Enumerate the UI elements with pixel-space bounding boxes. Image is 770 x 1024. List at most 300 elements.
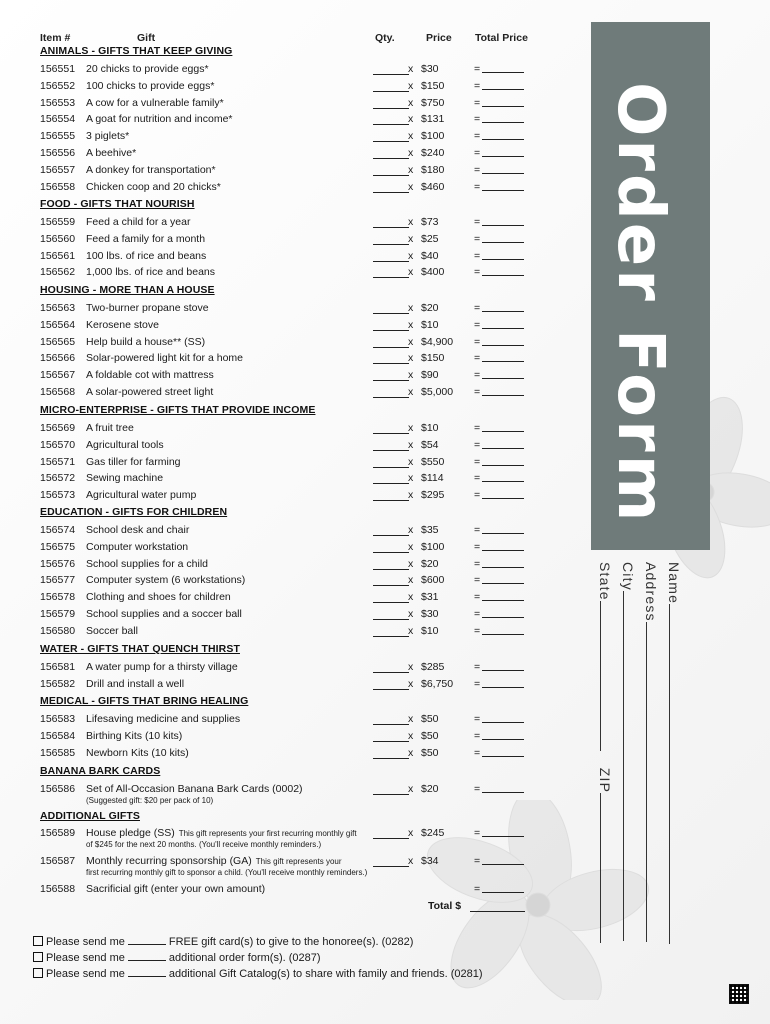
grand-total-input[interactable] bbox=[470, 901, 525, 912]
section-title: BANANA BARK CARDS bbox=[40, 765, 161, 777]
equals-sign: = bbox=[474, 386, 481, 398]
item-price: $10 bbox=[421, 422, 439, 434]
item-note: of $245 for the next 20 months. (You'll receive monthly reminders.) bbox=[86, 840, 322, 849]
item-description bbox=[86, 302, 209, 314]
checkbox[interactable] bbox=[33, 936, 43, 946]
quantity-input[interactable] bbox=[373, 147, 409, 159]
quantity-input[interactable] bbox=[373, 369, 409, 381]
item-number: 156570 bbox=[40, 438, 76, 451]
total-input[interactable] bbox=[482, 319, 524, 329]
total-input[interactable] bbox=[482, 113, 524, 123]
item-number: 156568 bbox=[40, 386, 76, 398]
total-input[interactable] bbox=[482, 422, 524, 432]
total-input[interactable] bbox=[482, 713, 524, 723]
total-input[interactable] bbox=[482, 730, 524, 740]
item-price: $460 bbox=[421, 180, 445, 193]
equals-sign: = bbox=[474, 63, 481, 75]
item-description bbox=[86, 369, 214, 381]
item-description bbox=[86, 472, 163, 484]
item-price: $6,750 bbox=[421, 677, 454, 690]
equals-sign: = bbox=[474, 783, 481, 795]
item-number: 156558 bbox=[40, 180, 76, 193]
item-description bbox=[86, 250, 206, 262]
total-input[interactable] bbox=[482, 80, 524, 90]
quantity-input[interactable] bbox=[373, 574, 409, 586]
item-description bbox=[86, 783, 303, 795]
checkbox[interactable] bbox=[33, 952, 43, 962]
item-number: 156564 bbox=[40, 318, 76, 331]
times-sign: x bbox=[408, 729, 414, 742]
quantity-input[interactable] bbox=[373, 130, 409, 142]
quantity-input[interactable] bbox=[373, 625, 409, 637]
quantity-input[interactable] bbox=[373, 608, 409, 620]
section-title: FOOD - GIFTS THAT NOURISH bbox=[40, 198, 195, 210]
times-sign: x bbox=[408, 113, 414, 126]
times-sign: x bbox=[408, 369, 414, 382]
table-row bbox=[0, 661, 560, 675]
quantity-input[interactable] bbox=[373, 164, 409, 176]
item-number: 156552 bbox=[40, 79, 76, 92]
table-row bbox=[0, 147, 560, 161]
table-row bbox=[0, 574, 560, 588]
total-input[interactable] bbox=[482, 63, 524, 73]
item-number: 156563 bbox=[40, 302, 76, 314]
item-description-text: 100 lbs. of rice and beans bbox=[86, 249, 207, 262]
item-description-text: School desk and chair bbox=[86, 524, 190, 536]
item-description bbox=[86, 352, 243, 364]
item-number: 156576 bbox=[40, 557, 76, 570]
table-row bbox=[0, 678, 560, 692]
item-description-text: Birthing Kits (10 kits) bbox=[86, 729, 183, 742]
table-row bbox=[0, 369, 560, 383]
item-number: 156582 bbox=[40, 677, 76, 690]
quantity-input[interactable] bbox=[373, 422, 409, 434]
total-input[interactable] bbox=[482, 678, 524, 688]
equals-sign: = bbox=[474, 524, 481, 536]
request-gift-cards[interactable]: Please send me FREE gift card(s) to give to the honoree(s). (0282) bbox=[33, 935, 413, 948]
total-input[interactable] bbox=[482, 164, 524, 174]
state-zip-field[interactable] bbox=[597, 562, 613, 943]
checkbox[interactable] bbox=[33, 968, 43, 978]
item-description bbox=[86, 319, 159, 331]
qr-code bbox=[729, 984, 749, 1004]
item-price: $40 bbox=[421, 249, 439, 262]
total-input[interactable] bbox=[482, 147, 524, 157]
table-row bbox=[0, 541, 560, 555]
table-row bbox=[0, 524, 560, 538]
times-sign: x bbox=[408, 624, 414, 637]
item-price: $35 bbox=[421, 524, 439, 536]
zip-label: ZIP bbox=[597, 767, 613, 794]
item-description-text: A goat for nutrition and income* bbox=[86, 113, 233, 126]
equals-sign: = bbox=[474, 163, 481, 176]
table-row bbox=[0, 319, 560, 333]
quantity-input[interactable] bbox=[373, 678, 409, 690]
times-sign: x bbox=[408, 455, 414, 468]
table-row bbox=[0, 164, 560, 178]
times-sign: x bbox=[408, 855, 414, 867]
request-order-forms[interactable]: Please send me additional order form(s). (0287) bbox=[33, 951, 321, 964]
equals-sign: = bbox=[474, 130, 481, 143]
item-number: 156584 bbox=[40, 729, 76, 742]
times-sign: x bbox=[408, 713, 414, 725]
item-price: $240 bbox=[421, 147, 445, 159]
quantity-input[interactable] bbox=[373, 386, 409, 398]
quantity-input[interactable] bbox=[373, 783, 409, 795]
times-sign: x bbox=[408, 489, 414, 502]
item-description bbox=[86, 574, 245, 586]
times-sign: x bbox=[408, 524, 414, 536]
table-row bbox=[0, 730, 560, 744]
city-field[interactable] bbox=[620, 562, 636, 941]
item-number: 156566 bbox=[40, 352, 76, 365]
item-price: $50 bbox=[421, 729, 439, 742]
item-price: $30 bbox=[421, 63, 439, 75]
quantity-input[interactable] bbox=[373, 439, 409, 451]
table-row bbox=[0, 422, 560, 436]
total-input[interactable] bbox=[482, 541, 524, 551]
equals-sign: = bbox=[474, 574, 481, 587]
total-input[interactable] bbox=[482, 456, 524, 466]
item-description-text: 3 piglets* bbox=[86, 130, 130, 143]
item-description-text: Sacrificial gift (enter your own amount) bbox=[86, 883, 266, 895]
quantity-input[interactable] bbox=[373, 489, 409, 501]
table-row bbox=[0, 80, 560, 94]
times-sign: x bbox=[408, 352, 414, 365]
item-description bbox=[86, 608, 242, 620]
quantity-input[interactable] bbox=[373, 302, 409, 314]
item-description bbox=[86, 591, 231, 603]
item-description-text: A donkey for transportation* bbox=[86, 163, 216, 176]
total-input[interactable] bbox=[482, 783, 524, 793]
table-row bbox=[0, 386, 560, 400]
item-description-text: Agricultural water pump bbox=[86, 489, 197, 502]
quantity-input[interactable] bbox=[373, 558, 409, 570]
total-input[interactable] bbox=[482, 558, 524, 568]
quantity-input[interactable] bbox=[373, 661, 409, 673]
item-description-text: Newborn Kits (10 kits) bbox=[86, 746, 189, 759]
item-number: 156586 bbox=[40, 783, 76, 795]
equals-sign: = bbox=[474, 369, 481, 382]
quantity-input[interactable] bbox=[373, 181, 409, 193]
total-input[interactable] bbox=[482, 625, 524, 635]
item-number: 156567 bbox=[40, 369, 76, 382]
table-row bbox=[0, 489, 560, 503]
quantity-input[interactable] bbox=[373, 319, 409, 331]
quantity-input[interactable] bbox=[373, 472, 409, 484]
total-input[interactable] bbox=[482, 439, 524, 449]
item-number: 156587 bbox=[40, 855, 76, 867]
item-description-text: Feed a family for a month bbox=[86, 232, 206, 245]
item-description-text: 20 chicks to provide eggs* bbox=[86, 63, 209, 75]
item-price: $180 bbox=[421, 163, 445, 176]
quantity-input[interactable] bbox=[373, 250, 409, 262]
equals-sign: = bbox=[474, 318, 481, 331]
item-number: 156589 bbox=[40, 827, 76, 839]
times-sign: x bbox=[408, 302, 414, 314]
total-input[interactable] bbox=[482, 266, 524, 276]
total-input[interactable] bbox=[482, 97, 524, 107]
item-number: 156588 bbox=[40, 883, 76, 895]
item-number: 156577 bbox=[40, 574, 76, 587]
total-input[interactable] bbox=[482, 233, 524, 243]
item-description-text: Clothing and shoes for children bbox=[86, 591, 231, 604]
item-description bbox=[86, 439, 164, 451]
item-price: $245 bbox=[421, 827, 445, 839]
header-total-price: Total Price bbox=[475, 32, 528, 44]
total-input[interactable] bbox=[482, 336, 524, 346]
table-row bbox=[0, 625, 560, 639]
quantity-input[interactable] bbox=[373, 827, 409, 839]
table-row bbox=[0, 250, 560, 264]
total-input[interactable] bbox=[482, 574, 524, 584]
name-label: Name bbox=[666, 562, 682, 605]
quantity-input[interactable] bbox=[373, 730, 409, 742]
times-sign: x bbox=[408, 335, 414, 348]
equals-sign: = bbox=[474, 180, 481, 193]
section-title: WATER - GIFTS THAT QUENCH THIRST bbox=[40, 643, 240, 655]
item-number: 156554 bbox=[40, 113, 76, 126]
equals-sign: = bbox=[474, 746, 481, 759]
quantity-input[interactable] bbox=[373, 266, 409, 278]
item-price: $150 bbox=[421, 79, 445, 92]
item-number: 156569 bbox=[40, 422, 76, 434]
quantity-input[interactable] bbox=[373, 216, 409, 228]
item-number: 156575 bbox=[40, 540, 76, 553]
request-gift-catalogs[interactable]: Please send me additional Gift Catalog(s) to share with family and friends. (0281) bbox=[33, 967, 483, 980]
quantity-input[interactable] bbox=[373, 591, 409, 603]
item-description-text: Solar-powered light kit for a home bbox=[86, 352, 243, 365]
times-sign: x bbox=[408, 386, 414, 398]
item-description-text: Feed a child for a year bbox=[86, 216, 191, 228]
quantity-input[interactable] bbox=[373, 336, 409, 348]
equals-sign: = bbox=[474, 422, 481, 434]
address-label: Address bbox=[643, 562, 659, 622]
table-row bbox=[0, 472, 560, 486]
total-input[interactable] bbox=[482, 216, 524, 226]
equals-sign: = bbox=[474, 591, 481, 604]
item-description-text: Soccer ball bbox=[86, 624, 138, 637]
item-price: $600 bbox=[421, 574, 445, 587]
item-number: 156561 bbox=[40, 249, 76, 262]
times-sign: x bbox=[408, 608, 414, 620]
equals-sign: = bbox=[474, 455, 481, 468]
quantity-input[interactable] bbox=[373, 233, 409, 245]
times-sign: x bbox=[408, 96, 414, 109]
item-note: first recurring monthly gift to sponsor a child. (You'll receive monthly reminders.) bbox=[86, 868, 368, 877]
item-description bbox=[86, 558, 208, 570]
equals-sign: = bbox=[474, 729, 481, 742]
item-description bbox=[86, 422, 134, 434]
section-title: MEDICAL - GIFTS THAT BRING HEALING bbox=[40, 695, 249, 707]
item-description bbox=[86, 883, 265, 895]
item-price: $30 bbox=[421, 608, 439, 620]
total-input[interactable] bbox=[482, 524, 524, 534]
item-description bbox=[86, 181, 221, 193]
item-description-text: Agricultural tools bbox=[86, 438, 164, 451]
item-price: $131 bbox=[421, 113, 445, 126]
item-number: 156574 bbox=[40, 524, 76, 536]
item-price: $10 bbox=[421, 624, 439, 637]
equals-sign: = bbox=[474, 713, 481, 725]
times-sign: x bbox=[408, 827, 414, 839]
name-field[interactable] bbox=[666, 562, 682, 944]
item-description bbox=[86, 747, 189, 759]
total-input[interactable] bbox=[482, 250, 524, 260]
total-input[interactable] bbox=[482, 883, 524, 893]
total-input[interactable] bbox=[482, 489, 524, 499]
item-description-text: Chicken coop and 20 chicks* bbox=[86, 180, 221, 193]
total-input[interactable] bbox=[482, 827, 524, 837]
item-description bbox=[86, 661, 238, 673]
item-price: $90 bbox=[421, 369, 439, 382]
item-price: $20 bbox=[421, 557, 439, 570]
item-price: $73 bbox=[421, 216, 439, 228]
table-row bbox=[0, 113, 560, 127]
item-price: $100 bbox=[421, 540, 445, 553]
quantity-input[interactable] bbox=[373, 63, 409, 75]
total-input[interactable] bbox=[482, 352, 524, 362]
table-row bbox=[0, 439, 560, 453]
quantity-input[interactable] bbox=[373, 855, 409, 867]
equals-sign: = bbox=[474, 147, 481, 159]
item-price: $400 bbox=[421, 266, 445, 279]
total-input[interactable] bbox=[482, 369, 524, 379]
total-input[interactable] bbox=[482, 608, 524, 618]
table-row bbox=[0, 713, 560, 727]
item-description bbox=[86, 266, 215, 278]
equals-sign: = bbox=[474, 113, 481, 126]
item-number: 156579 bbox=[40, 608, 76, 620]
total-input[interactable] bbox=[482, 386, 524, 396]
times-sign: x bbox=[408, 422, 414, 434]
item-description-text: Monthly recurring sponsorship (GA) bbox=[86, 855, 252, 867]
equals-sign: = bbox=[474, 249, 481, 262]
item-number: 156559 bbox=[40, 216, 76, 228]
item-description-text: Help build a house** (SS) bbox=[86, 335, 206, 348]
times-sign: x bbox=[408, 130, 414, 143]
equals-sign: = bbox=[474, 232, 481, 245]
item-price: $31 bbox=[421, 591, 439, 604]
header-qty: Qty. bbox=[375, 32, 395, 44]
equals-sign: = bbox=[474, 557, 481, 570]
item-price: $5,000 bbox=[421, 386, 454, 398]
item-note: (Suggested gift: $20 per pack of 10) bbox=[86, 796, 214, 805]
section-title: MICRO-ENTERPRISE - GIFTS THAT PROVIDE INCOME bbox=[40, 404, 316, 416]
table-row bbox=[0, 63, 560, 77]
header-price: Price bbox=[426, 32, 452, 44]
table-row bbox=[0, 97, 560, 111]
equals-sign: = bbox=[474, 438, 481, 451]
city-label: City bbox=[620, 562, 636, 591]
item-description-text: School supplies for a child bbox=[86, 557, 208, 570]
item-description bbox=[86, 164, 216, 176]
table-row bbox=[0, 558, 560, 572]
table-row bbox=[0, 181, 560, 195]
item-description-text: Computer workstation bbox=[86, 540, 189, 553]
item-number: 156572 bbox=[40, 472, 76, 485]
total-input[interactable] bbox=[482, 661, 524, 671]
quantity-input[interactable] bbox=[373, 524, 409, 536]
item-description-text: House pledge (SS) bbox=[86, 827, 175, 839]
quantity-input[interactable] bbox=[373, 80, 409, 92]
equals-sign: = bbox=[474, 608, 481, 620]
item-description bbox=[86, 80, 214, 92]
item-description bbox=[86, 63, 209, 75]
item-description-text: 100 chicks to provide eggs* bbox=[86, 79, 215, 92]
item-description bbox=[86, 855, 342, 867]
item-description-text: A fruit tree bbox=[86, 422, 134, 434]
item-description bbox=[86, 233, 205, 245]
item-description-text: 1,000 lbs. of rice and beans bbox=[86, 266, 216, 279]
item-description bbox=[86, 625, 138, 637]
quantity-input[interactable] bbox=[373, 113, 409, 125]
item-price: $50 bbox=[421, 713, 439, 725]
item-description bbox=[86, 97, 224, 109]
total-label: Total $ bbox=[428, 900, 462, 912]
item-number: 156560 bbox=[40, 232, 76, 245]
total-input[interactable] bbox=[482, 472, 524, 482]
item-number: 156555 bbox=[40, 130, 76, 143]
equals-sign: = bbox=[474, 624, 481, 637]
quantity-input[interactable] bbox=[373, 713, 409, 725]
total-input[interactable] bbox=[482, 855, 524, 865]
table-row bbox=[0, 266, 560, 280]
times-sign: x bbox=[408, 540, 414, 553]
times-sign: x bbox=[408, 232, 414, 245]
item-number: 156580 bbox=[40, 624, 76, 637]
times-sign: x bbox=[408, 318, 414, 331]
total-input[interactable] bbox=[482, 302, 524, 312]
total-input[interactable] bbox=[482, 747, 524, 757]
item-price: $10 bbox=[421, 318, 439, 331]
item-description-text: Kerosene stove bbox=[86, 318, 159, 331]
quantity-input[interactable] bbox=[373, 97, 409, 109]
total-input[interactable] bbox=[482, 591, 524, 601]
equals-sign: = bbox=[474, 677, 481, 690]
table-row bbox=[0, 130, 560, 144]
quantity-input[interactable] bbox=[373, 456, 409, 468]
quantity-input[interactable] bbox=[373, 541, 409, 553]
item-description-text: A water pump for a thirsty village bbox=[86, 661, 238, 673]
item-description bbox=[86, 113, 233, 125]
item-description-text: Drill and install a well bbox=[86, 677, 185, 690]
item-number: 156573 bbox=[40, 489, 76, 502]
total-input[interactable] bbox=[482, 130, 524, 140]
item-number: 156556 bbox=[40, 147, 76, 159]
equals-sign: = bbox=[474, 855, 481, 867]
equals-sign: = bbox=[474, 266, 481, 279]
item-price: $54 bbox=[421, 438, 439, 451]
times-sign: x bbox=[408, 266, 414, 279]
section-title: EDUCATION - GIFTS FOR CHILDREN bbox=[40, 506, 228, 518]
item-number: 156585 bbox=[40, 746, 76, 759]
table-row bbox=[0, 591, 560, 605]
equals-sign: = bbox=[474, 335, 481, 348]
section-title: HOUSING - MORE THAN A HOUSE bbox=[40, 284, 215, 296]
equals-sign: = bbox=[474, 827, 481, 839]
times-sign: x bbox=[408, 783, 414, 795]
times-sign: x bbox=[408, 591, 414, 604]
item-number: 156553 bbox=[40, 96, 76, 109]
quantity-input[interactable] bbox=[373, 747, 409, 759]
item-price: $750 bbox=[421, 96, 445, 109]
address-field[interactable] bbox=[643, 562, 659, 942]
total-input[interactable] bbox=[482, 181, 524, 191]
item-number: 156557 bbox=[40, 163, 76, 176]
quantity-input[interactable] bbox=[373, 352, 409, 364]
item-description-text: A foldable cot with mattress bbox=[86, 369, 214, 382]
